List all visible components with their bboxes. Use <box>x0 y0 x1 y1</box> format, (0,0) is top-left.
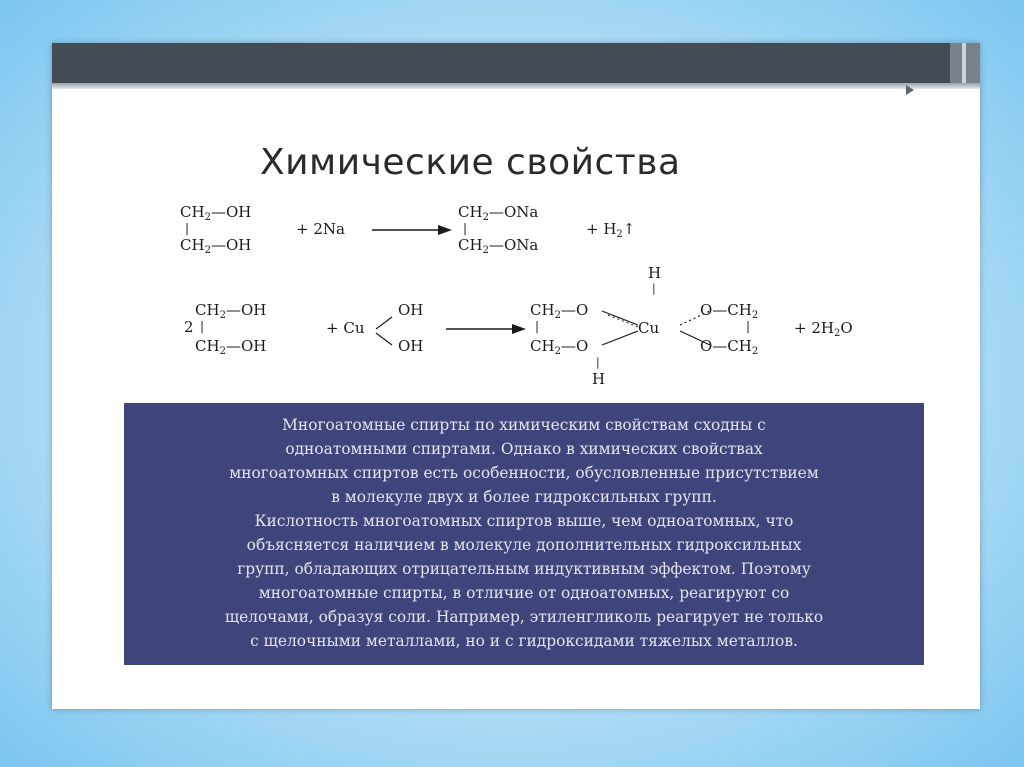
info-line: групп, обладающих отрицательным индуктивным эффектом. Поэтому <box>237 560 811 578</box>
info-line: объясняется наличием в молекуле дополнительных гидроксильных <box>246 536 802 554</box>
r1-bond: | <box>185 221 190 235</box>
r2-h-top: H <box>648 264 662 282</box>
r1-gas: + $H_2↑$ <box>586 220 636 240</box>
r1-product-bottom: $CH_2—ONa$ <box>458 236 539 256</box>
r2-h-bottom: H <box>592 370 606 388</box>
info-line: многоатомных спиртов есть особенности, обусловленные присутствием <box>229 464 819 482</box>
info-line: в молекуле двух и более гидроксильных групп. <box>331 488 717 506</box>
r2-cu-bonds <box>374 311 396 351</box>
r2-reactant-top: $CH_2—OH$ <box>195 301 267 321</box>
info-line: Многоатомные спирты по химическим свойствам сходны с <box>282 416 766 434</box>
r2-arrow <box>446 322 526 336</box>
r2-bond: | <box>200 319 205 333</box>
r2-oh-bottom: OH <box>398 337 424 355</box>
slide-title: Химические свойства <box>260 142 681 183</box>
r2-h-bottom-bond: | <box>596 356 600 369</box>
info-line: одноатомными спиртами. Однако в химических свойствах <box>285 440 763 458</box>
header-stripe-thin <box>962 43 966 83</box>
slide <box>52 43 980 709</box>
info-line: с щелочными металлами, но и с гидроксидами тяжелых металлов. <box>250 632 798 650</box>
info-text <box>124 413 924 653</box>
info-box <box>124 403 924 665</box>
r1-arrow <box>372 223 452 237</box>
r1-reagent: + 2Na <box>296 220 345 238</box>
info-line: многоатомные спирты, в отличие от одноатомных, реагируют со <box>258 584 790 602</box>
r2-oh-top: OH <box>398 301 424 319</box>
r2-water: + $2H_2O$ <box>794 319 853 339</box>
r2-right-bottom: $O—CH_2$ <box>700 337 759 357</box>
info-line: Кислотность многоатомных спиртов выше, чем одноатомных, что <box>254 512 794 530</box>
r2-coefficient: 2 <box>184 318 194 336</box>
header-bar <box>52 43 980 83</box>
header-accent-triangle <box>906 85 914 95</box>
r2-copper-hydroxide: + Cu <box>326 319 365 337</box>
r2-right-top: $O—CH_2$ <box>700 301 759 321</box>
info-line: щелочами, образуя соли. Например, этиленгликоль реагирует не только <box>224 608 824 626</box>
r2-h-top-bond: | <box>652 282 656 295</box>
r2-product-bond: | <box>535 319 540 333</box>
r2-right-bond: | <box>746 319 751 333</box>
r1-product-bond: | <box>463 221 468 235</box>
header-rule <box>52 83 980 89</box>
r2-product-bottom: $CH_2—O$ <box>530 337 589 357</box>
r2-reactant-bottom: $CH_2—OH$ <box>195 337 267 357</box>
r2-product-top: $CH_2—O$ <box>530 301 589 321</box>
r2-copper: Cu <box>638 319 660 337</box>
r1-product-top: $CH_2—ONa$ <box>458 203 539 223</box>
r1-reactant-bottom: $CH_2—OH$ <box>180 236 252 256</box>
r1-reactant-top: $CH_2—OH$ <box>180 203 252 223</box>
